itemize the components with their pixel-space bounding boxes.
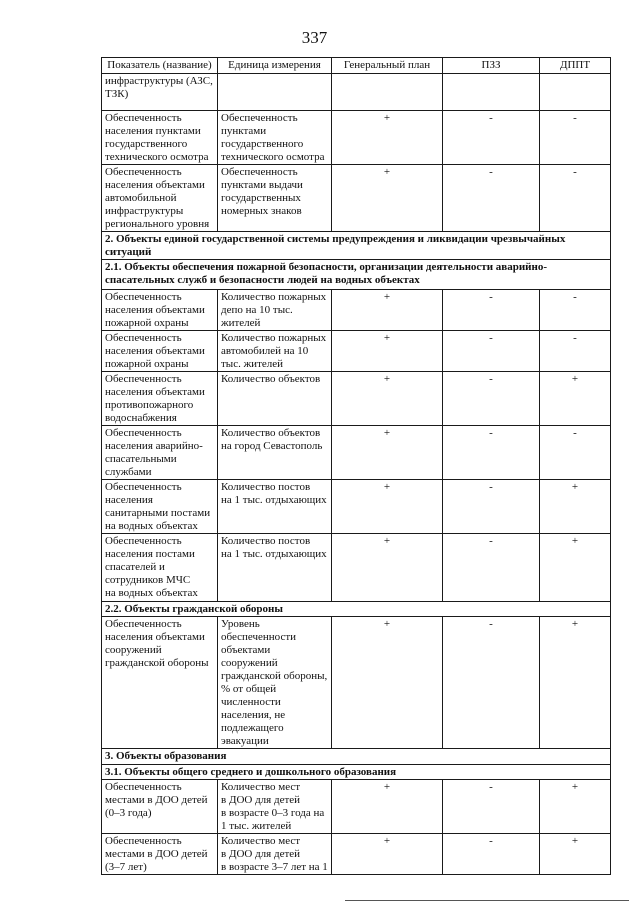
general-plan-cell: + bbox=[332, 617, 443, 749]
pzz-cell: - bbox=[443, 372, 540, 426]
pzz-cell bbox=[443, 74, 540, 111]
general-plan-cell: + bbox=[332, 111, 443, 165]
unit-cell: Уровень обеспеченности объектами сооружений гражданской обороны, % от общей численности населения, не подлежащего эвакуации bbox=[218, 617, 332, 749]
page-number: 337 bbox=[301, 28, 328, 47]
dppt-cell: - bbox=[540, 426, 611, 480]
dppt-cell: - bbox=[540, 290, 611, 331]
pzz-cell: - bbox=[443, 426, 540, 480]
unit-cell: Количество пожарных автомобилей на 10 тыс. жителей bbox=[218, 331, 332, 372]
section-heading-row bbox=[102, 749, 611, 765]
table-row bbox=[102, 480, 611, 534]
unit-cell: Количество мест в ДОО для детей в возрасте 3–7 лет на 1 bbox=[218, 834, 332, 875]
general-plan-cell: + bbox=[332, 834, 443, 875]
pzz-cell: - bbox=[443, 111, 540, 165]
unit-cell: Количество объектов bbox=[218, 372, 332, 426]
indicator-cell: Обеспеченность населения постами спасателей и сотрудников МЧС на водных объектах bbox=[102, 534, 218, 602]
table-row bbox=[102, 74, 611, 111]
pzz-cell: - bbox=[443, 165, 540, 232]
indicator-cell: Обеспеченность населения объектами пожарной охраны bbox=[102, 290, 218, 331]
footer-rule bbox=[345, 900, 629, 901]
table-row bbox=[102, 165, 611, 232]
pzz-cell: - bbox=[443, 331, 540, 372]
dppt-cell bbox=[540, 74, 611, 111]
section-heading: 2.2. Объекты гражданской обороны bbox=[102, 602, 611, 617]
header-general-plan: Генеральный план bbox=[332, 58, 443, 74]
table-row bbox=[102, 426, 611, 480]
indicator-cell: Обеспеченность местами в ДОО детей (0–3 года) bbox=[102, 780, 218, 834]
dppt-cell: + bbox=[540, 480, 611, 534]
table-row bbox=[102, 617, 611, 749]
unit-cell: Количество постов на 1 тыс. отдыхающих bbox=[218, 534, 332, 602]
unit-cell: Обеспеченность пунктами государственного технического осмотра bbox=[218, 111, 332, 165]
pzz-cell: - bbox=[443, 290, 540, 331]
dppt-cell: + bbox=[540, 372, 611, 426]
table-row bbox=[102, 372, 611, 426]
pzz-cell: - bbox=[443, 480, 540, 534]
unit-cell: Количество пожарных депо на 10 тыс. жителей bbox=[218, 290, 332, 331]
unit-cell: Количество объектов на город Севастополь bbox=[218, 426, 332, 480]
pzz-cell: - bbox=[443, 617, 540, 749]
section-heading-row bbox=[102, 260, 611, 290]
table-row bbox=[102, 290, 611, 331]
table-row bbox=[102, 111, 611, 165]
header-unit: Единица измерения bbox=[218, 58, 332, 74]
indicator-cell: Обеспеченность населения объектами пожарной охраны bbox=[102, 331, 218, 372]
section-heading-row bbox=[102, 765, 611, 780]
header-dppt: ДППТ bbox=[540, 58, 611, 74]
dppt-cell: - bbox=[540, 165, 611, 232]
section-heading: 2.1. Объекты обеспечения пожарной безопасности, организации деятельности аварийно- спасательных служб и безопасности людей на водных объектах bbox=[102, 260, 611, 290]
general-plan-cell: + bbox=[332, 372, 443, 426]
general-plan-cell: + bbox=[332, 780, 443, 834]
indicator-cell: Обеспеченность населения пунктами государственного технического осмотра bbox=[102, 111, 218, 165]
section-heading: 3.1. Объекты общего среднего и дошкольного образования bbox=[102, 765, 611, 780]
indicator-cell: Обеспеченность населения санитарными постами на водных объектах bbox=[102, 480, 218, 534]
unit-cell: Количество постов на 1 тыс. отдыхающих bbox=[218, 480, 332, 534]
section-heading: 3. Объекты образования bbox=[102, 749, 611, 765]
unit-cell: Обеспеченность пунктами выдачи государственных номерных знаков bbox=[218, 165, 332, 232]
dppt-cell: + bbox=[540, 780, 611, 834]
section-heading-row bbox=[102, 602, 611, 617]
general-plan-cell bbox=[332, 74, 443, 111]
pzz-cell: - bbox=[443, 780, 540, 834]
general-plan-cell: + bbox=[332, 290, 443, 331]
dppt-cell: + bbox=[540, 534, 611, 602]
indicator-cell: Обеспеченность населения объектами противопожарного водоснабжения bbox=[102, 372, 218, 426]
table-row bbox=[102, 834, 611, 875]
table-row bbox=[102, 534, 611, 602]
table-row bbox=[102, 331, 611, 372]
dppt-cell: - bbox=[540, 331, 611, 372]
indicator-cell: Обеспеченность местами в ДОО детей (3–7 лет) bbox=[102, 834, 218, 875]
indicator-cell: Обеспеченность населения объектами автомобильной инфраструктуры регионального уровня bbox=[102, 165, 218, 232]
indicator-cell: инфраструктуры (АЗС, ТЗК) bbox=[102, 74, 218, 111]
indicators-table bbox=[101, 57, 611, 875]
general-plan-cell: + bbox=[332, 480, 443, 534]
section-heading-row bbox=[102, 232, 611, 260]
pzz-cell: - bbox=[443, 534, 540, 602]
indicator-cell: Обеспеченность населения объектами сооружений гражданской обороны bbox=[102, 617, 218, 749]
indicator-cell: Обеспеченность населения аварийно- спасательными службами bbox=[102, 426, 218, 480]
dppt-cell: - bbox=[540, 111, 611, 165]
unit-cell bbox=[218, 74, 332, 111]
table-row bbox=[102, 780, 611, 834]
general-plan-cell: + bbox=[332, 426, 443, 480]
dppt-cell: + bbox=[540, 617, 611, 749]
table-header-row bbox=[102, 58, 611, 74]
header-indicator: Показатель (название) bbox=[102, 58, 218, 74]
unit-cell: Количество мест в ДОО для детей в возрасте 0–3 года на 1 тыс. жителей bbox=[218, 780, 332, 834]
general-plan-cell: + bbox=[332, 165, 443, 232]
general-plan-cell: + bbox=[332, 331, 443, 372]
general-plan-cell: + bbox=[332, 534, 443, 602]
dppt-cell: + bbox=[540, 834, 611, 875]
pzz-cell: - bbox=[443, 834, 540, 875]
header-pzz: ПЗЗ bbox=[443, 58, 540, 74]
section-heading: 2. Объекты единой государственной системы предупреждения и ликвидации чрезвычайных ситуаций bbox=[102, 232, 611, 260]
